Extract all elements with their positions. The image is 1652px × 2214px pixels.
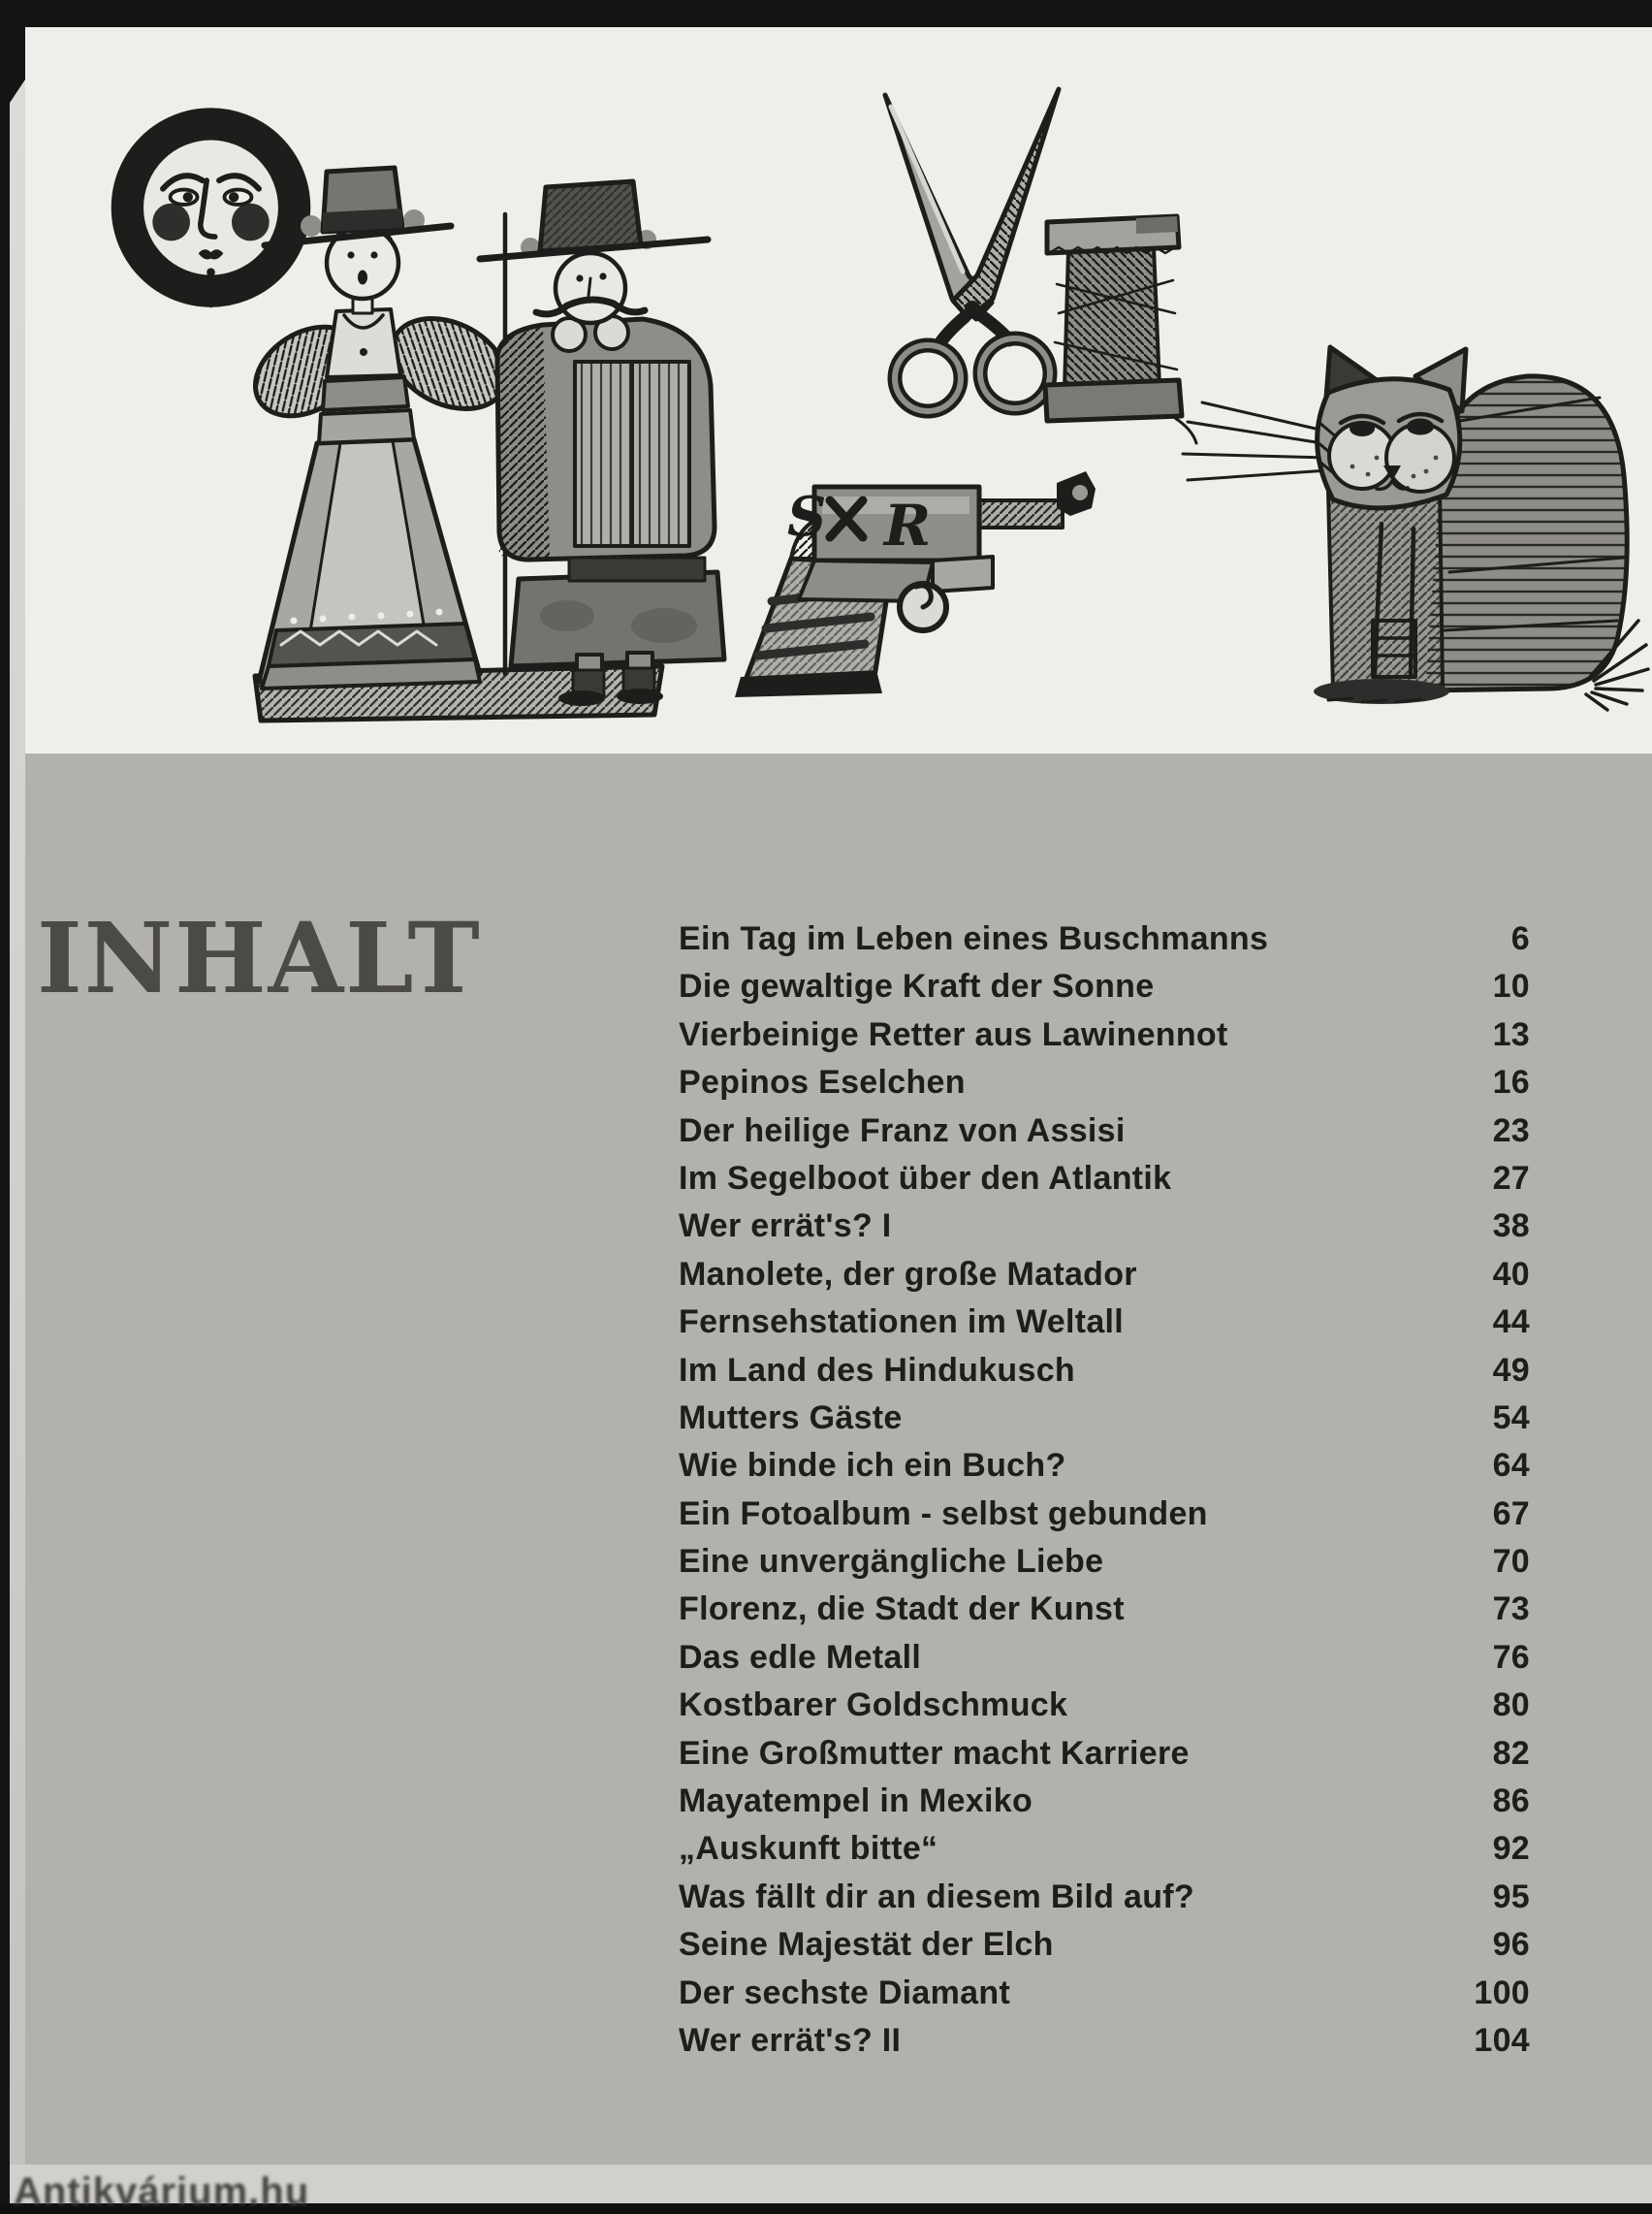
toc-entry [679,1447,1530,1494]
toc-entry-page: 38 [1492,1207,1530,1245]
scan-border-top [0,0,1652,27]
toc-entry [679,1256,1530,1303]
toc-entry-page: 54 [1492,1398,1530,1436]
toc-entry-page: 23 [1492,1111,1530,1149]
toc-entry-page: 64 [1492,1447,1530,1485]
toc-entry [679,1590,1530,1638]
toc-entry [679,1064,1530,1111]
toc-entry [679,1016,1530,1064]
toc-entry-title: Kostbarer Goldschmuck [679,1686,1068,1724]
man-figure [480,181,724,706]
toc-entry-page: 67 [1492,1494,1530,1532]
toc-entry-title: Der sechste Diamant [679,1973,1011,2011]
toc-entry-title: Im Land des Hindukusch [679,1351,1075,1389]
toc-entry-title: Florenz, die Stadt der Kunst [679,1590,1125,1628]
toc-entry-title: Ein Fotoalbum - selbst gebunden [679,1494,1208,1532]
toc-entry-page: 13 [1492,1015,1530,1053]
revolver-illustration [729,444,1102,691]
toc-entry [679,1112,1530,1160]
watermark-text: Antikvárium.hu [14,2170,310,2213]
woman-figure [239,168,522,689]
toc-entry [679,1543,1530,1590]
page-edge-strip [10,27,25,2203]
toc-entry [679,1782,1530,1830]
toc-entry-page: 6 [1510,920,1530,957]
toc-entry [679,968,1530,1015]
toc-entry-page: 70 [1492,1543,1530,1581]
toc-entry-page: 96 [1492,1926,1530,1964]
toc-entry [679,920,1530,968]
cat-illustration [1183,328,1648,739]
toc-entry-page: 95 [1492,1877,1530,1915]
page-title: INHALT [37,901,482,1015]
toc-entry-page: 82 [1492,1734,1530,1772]
toc-entry-title: Pepinos Eselchen [679,1064,966,1102]
toc-entry [679,1974,1530,2022]
toc-entry-title: Vierbeinige Retter aus Lawinennot [679,1015,1228,1053]
toc-entry-page: 44 [1492,1303,1530,1341]
toc-entry [679,1495,1530,1543]
toc-entry-title: Wer errät's? I [679,1207,892,1245]
toc-entry-title: Seine Majestät der Elch [679,1926,1054,1964]
thread-spool-illustration [1039,197,1185,430]
toc-entry-title: Wer errät's? II [679,2021,902,2059]
toc-entry-title: Im Segelboot über den Atlantik [679,1159,1172,1197]
toc-entry-title: Eine Großmutter macht Karriere [679,1734,1190,1772]
toc-entry-title: „Auskunft bitte“ [679,1830,938,1868]
toc-entry-title: Mayatempel in Mexiko [679,1782,1033,1820]
toc-entry [679,1878,1530,1926]
scan-border-left [0,0,10,2203]
toc-entry-page: 40 [1492,1255,1530,1293]
svg-text:S: S [787,485,827,549]
toc-entry-page: 73 [1492,1590,1530,1628]
toc-entry-page: 86 [1492,1782,1530,1820]
toc-entry-page: 27 [1492,1159,1530,1197]
toc-entry-title: Wie binde ich ein Buch? [679,1447,1066,1485]
toc-entry-title: Ein Tag im Leben eines Buschmanns [679,920,1269,957]
toc-entry [679,1207,1530,1255]
toc-entry [679,1830,1530,1877]
toc-entry-title: Die gewaltige Kraft der Sonne [679,968,1155,1006]
toc-entry [679,1399,1530,1447]
toc-entry-title: Eine unvergängliche Liebe [679,1543,1104,1581]
toc-entry [679,1160,1530,1207]
toc-entry-page: 16 [1492,1064,1530,1102]
toc-entry-title: Das edle Metall [679,1638,922,1676]
toc-entry-page: 76 [1492,1638,1530,1676]
svg-text:R: R [884,493,932,559]
toc-entry-title: Der heilige Franz von Assisi [679,1111,1126,1149]
toc-entry [679,2022,1530,2070]
toc-entry-page: 100 [1474,1973,1530,2011]
toc-entry-page: 80 [1492,1686,1530,1724]
folk-costume-couple-illustration [247,131,790,722]
toc-entry-page: 49 [1492,1351,1530,1389]
toc-entry [679,1639,1530,1686]
toc-entry-title: Was fällt dir an diesem Bild auf? [679,1877,1194,1915]
toc-entry [679,1303,1530,1351]
toc-list [679,920,1530,2070]
toc-entry-title: Manolete, der große Matador [679,1255,1137,1293]
toc-entry-page: 92 [1492,1830,1530,1868]
toc-entry [679,1686,1530,1734]
toc-entry [679,1352,1530,1399]
toc-entry [679,1735,1530,1782]
toc-entry [679,1926,1530,1973]
toc-entry-title: Fernsehstationen im Weltall [679,1303,1125,1341]
toc-entry-page: 104 [1474,2021,1530,2059]
toc-entry-title: Mutters Gäste [679,1398,903,1436]
toc-entry-page: 10 [1492,968,1530,1006]
